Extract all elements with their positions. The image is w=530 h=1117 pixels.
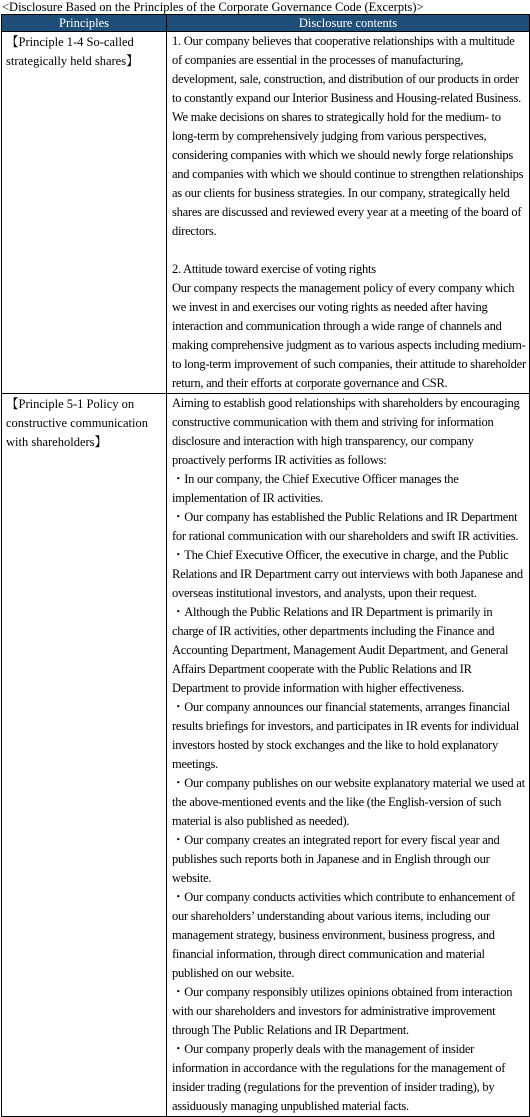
list-item: ・Although the Public Relations and IR Department is primarily in charge of IR activities, other departments including the Finance and Accounting Department, Management Audit Department, and General Affairs Department cooperate with the Public Relations and IR Department to provide information with higher effectiveness. <box>172 605 509 695</box>
list-item: ・Our company announces our financial statements, arranges financial results briefings for investors, and participates in IR events for individual investors hosted by stock exchanges and the like to hold explanatory meetings. <box>172 700 519 771</box>
list-item: ・Our company publishes on our website explanatory material we used at the above-mentioned events and the like (the English-version of such material is also published as needed). <box>172 776 525 828</box>
table-row-principle-5-1 <box>2 394 530 1117</box>
principle-1-4-item-2-heading: 2. Attitude toward exercise of voting rights <box>172 262 376 276</box>
list-item: ・Our company responsibly utilizes opinions obtained from interaction with our shareholders and investors for administrative improvement through The Public Relations and IR Department. <box>172 985 513 1037</box>
document-caption: <Disclosure Based on the Principles of the Corporate Governance Code (Excerpts)> <box>2 0 424 14</box>
principle-1-4-title: 【Principle 1-4 So-called strategically held shares】 <box>2 32 167 394</box>
header-disclosure-contents: Disclosure contents <box>167 15 530 32</box>
principle-5-1-content <box>167 394 530 1117</box>
header-principles: Principles <box>2 15 167 32</box>
principle-1-4-item-2: Our company respects the management policy of every company which we invest in and exercises our voting rights as needed after having interaction and communication through a wide range of channels and making comprehensive judgment as to various aspects including medium- to long-term improvement of such companies, their attitude to shareholder return, and their efforts at corporate governance and CSR. <box>172 281 526 390</box>
paragraph-spacer <box>172 241 526 260</box>
list-item: ・Our company has established the Public Relations and IR Department for rational communication with our shareholders and swift IR activities. <box>172 510 519 543</box>
table-header-row <box>2 15 530 32</box>
table-row-principle-1-4 <box>2 32 530 394</box>
list-item: ・The Chief Executive Officer, the executive in charge, and the Public Relations and IR Department carry out interviews with both Japanese and overseas institutional investors, and analysts, upon their request. <box>172 548 523 600</box>
governance-disclosure-table <box>1 14 530 1117</box>
principle-5-1-title: 【Principle 5-1 Policy on constructive communication with shareholders】 <box>2 394 167 1117</box>
principle-1-4-content <box>167 32 530 394</box>
list-item: ・Our company properly deals with the management of insider information in accordance with the regulations for the management of insider trading (regulations for the prevention of insider trading), by assiduously managing unpublished material facts. <box>172 1042 506 1113</box>
list-item: ・Our company conducts activities which contribute to enhancement of our shareholders’ understanding about various items, including our management strategy, business environment, business progress, and financial information, through direct communication and material published on our website. <box>172 890 515 980</box>
list-item: ・In our company, the Chief Executive Officer manages the implementation of IR activities. <box>172 472 459 505</box>
principle-5-1-intro: Aiming to establish good relationships with shareholders by encouraging constructive communication with them and striving for information disclosure and interaction with high transparency, our company proactively performs IR activities as follows: <box>172 396 520 467</box>
principle-1-4-item-1: 1. Our company believes that cooperative relationships with a multitude of companies are essential in the processes of manufacturing, development, sale, construction, and distribution of our products in order to constantly expand our Interior Business and Housing-related Business. We make decisions on shares to strategically hold for the medium- to long-term by comprehensively judging from various perspectives, considering companies with which we should newly forge relationships and companies with which we should continue to strengthen relationships as our clients for business strategies. In our company, strategically held shares are discussed and reviewed every year at a meeting of the board of directors. <box>172 34 524 238</box>
list-item: ・Our company creates an integrated report for every fiscal year and publishes such reports both in Japanese and in English through our website. <box>172 833 500 885</box>
